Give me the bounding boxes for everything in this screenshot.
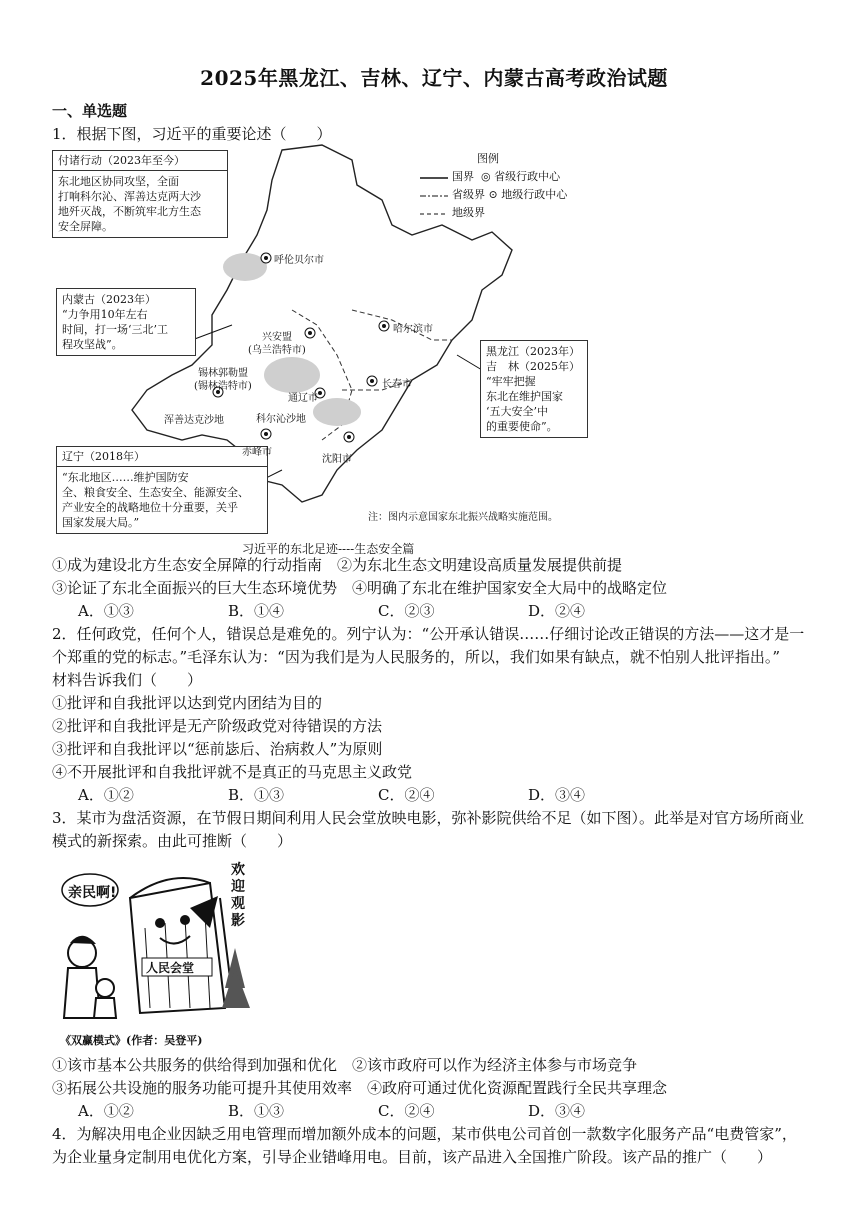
option-a[interactable]: A．①② [78, 1102, 134, 1120]
callout-liaoning [56, 446, 268, 534]
legend-item: 省级界 [452, 188, 485, 201]
callout-line: “牢牢把握 [486, 375, 536, 388]
option-d[interactable]: D．②④ [528, 602, 586, 620]
option-d[interactable]: D．③④ [528, 1102, 586, 1120]
callout-line: 安全屏障。 [58, 220, 113, 233]
city-label: (乌兰浩特市) [248, 345, 306, 356]
option-c[interactable]: C．②④ [378, 1102, 435, 1120]
q1-item: ③论证了东北全面振兴的巨大生态环境优势 ④明确了东北在维护国家安全大局中的战略定位 [52, 579, 668, 597]
cartoon-speech: 亲民啊! [68, 885, 117, 901]
q4-stem: 4．为解决用电企业因缺乏用电管理而增加额外成本的问题，某市供电公司首创一款数字化服务产品“电费管家”， [52, 1125, 797, 1143]
legend-item: 国界 [452, 170, 474, 183]
section-heading: 一、单选题 [52, 102, 128, 120]
option-c[interactable]: C．②③ [378, 602, 435, 620]
option-a[interactable]: A．①③ [78, 602, 134, 620]
callout-line: 程攻坚战”。 [62, 338, 123, 351]
city-label: 锡林郭勒盟 [198, 368, 248, 379]
callout-line: “力争用10年左右 [62, 308, 148, 321]
option-b[interactable]: B．①④ [228, 602, 285, 620]
q2-options [78, 785, 678, 805]
q2-stem: 2．任何政党，任何个人，错误总是难免的。列宁认为：“公开承认错误……仔细讨论改正错误的方法——这才是一 [52, 625, 805, 643]
city-label: 哈尔滨市 [393, 324, 433, 335]
city-label: 赤峰市 [242, 447, 272, 458]
q2-item: ④不开展批评和自我批评就不是真正的马克思主义政党 [52, 763, 413, 781]
callout-line: 国家发展大局。” [62, 516, 140, 529]
legend-item: 地级界 [452, 206, 485, 219]
callout-line: “东北地区……维护国防安 [62, 471, 189, 484]
page-title: 2025年黑龙江、吉林、辽宁、内蒙古高考政治试题 [200, 66, 668, 90]
sandy-land [264, 357, 320, 393]
callout-line: 的重要使命”。 [486, 420, 558, 433]
q1-options [78, 601, 678, 621]
q2-item: ③批评和自我批评以“惩前毖后、治病救人”为原则 [52, 740, 383, 758]
callout-header: 辽宁（2018年） [57, 447, 267, 467]
q2-item: ①批评和自我批评以达到党内团结为目的 [52, 694, 323, 712]
legend-item: 省级行政中心 [494, 170, 561, 183]
city-label: 兴安盟 [262, 332, 292, 343]
cartoon-caption: 《双赢模式》(作者：吴登平) [60, 1034, 203, 1047]
sandy-land [313, 398, 361, 426]
callout-line: 产业安全的战略地位十分重要，关乎 [62, 501, 238, 514]
city-label: 通辽市 [288, 393, 318, 404]
cartoon-building-label: 人民会堂 [146, 961, 195, 975]
q2-stem: 材料告诉我们（ ） [52, 671, 203, 689]
option-b[interactable]: B．①③ [228, 786, 285, 804]
option-c[interactable]: C．②④ [378, 786, 435, 804]
q1-item: ①成为建设北方生态安全屏障的行动指南 ②为东北生态文明建设高质量发展提供前提 [52, 556, 623, 574]
callout-line: 地歼灭战，不断筑牢北方生态 [58, 205, 201, 218]
sign-char: 欢 [231, 862, 245, 878]
map-caption: 习近平的东北足迹----生态安全篇 [242, 542, 415, 556]
q3-options [78, 1101, 678, 1121]
callout-line: 东北在维护国家 [486, 390, 563, 403]
city-label: 呼伦贝尔市 [274, 255, 324, 266]
callout-line: 时间，打一场‘三北’工 [62, 323, 168, 336]
sign-char: 观 [231, 896, 245, 912]
q1-stem: 1．根据下图，习近平的重要论述（ ） [52, 125, 332, 143]
sign-char: 影 [231, 913, 245, 929]
callout-line: ‘五大安全’中 [486, 405, 548, 418]
option-b[interactable]: B．①③ [228, 1102, 285, 1120]
q3-stem: 3．某市为盘活资源，在节假日期间利用人民会堂放映电影，弥补影院供给不足（如下图）。此举是对官方场所商业 [52, 809, 805, 827]
legend-title: 图例 [477, 152, 499, 165]
option-d[interactable]: D．③④ [528, 786, 586, 804]
callout-line: 黑龙江（2023年） [486, 345, 580, 358]
city-label: 浑善达克沙地 [164, 415, 224, 426]
q3-item: ①该市基本公共服务的供给得到加强和优化 ②该市政府可以作为经济主体参与市场竞争 [52, 1056, 638, 1074]
map-note: 注：图内示意国家东北振兴战略实施范围。 [368, 512, 558, 523]
sign-char: 迎 [231, 879, 245, 895]
callout-line: 东北地区协同攻坚，全面 [58, 175, 179, 188]
callout-inner-mongolia [56, 288, 196, 356]
map-legend: 图例 国界 ◎ 省级行政中心 省级界 ⊙ 地级行政中心 地级界 [392, 150, 567, 222]
northeast-map [52, 140, 592, 540]
callout-header: 付诸行动（2023年至今） [53, 151, 227, 171]
q2-stem: 个郑重的党的标志。”毛泽东认为：“因为我们是为人民服务的，所以，我们如果有缺点，就不怕别人批评指出。” [52, 648, 781, 666]
sandy-land [223, 253, 267, 281]
q3-stem: 模式的新探索。由此可推断（ ） [52, 832, 293, 850]
cartoon-sign [231, 862, 245, 930]
option-a[interactable]: A．①② [78, 786, 134, 804]
q4-stem: 为企业量身定制用电优化方案，引导企业错峰用电。目前，该产品进入全国推广阶段。该产品的推广（ ） [52, 1148, 773, 1166]
callout-heilongjiang-jilin [480, 340, 588, 438]
city-label: 长春市 [382, 379, 412, 390]
callout-header: 内蒙古（2023年） [62, 293, 156, 306]
q2-item: ②批评和自我批评是无产阶级政党对待错误的方法 [52, 717, 383, 735]
callout-line: 打响科尔沁、浑善达克两大沙 [58, 190, 201, 203]
legend-item: 地级行政中心 [501, 188, 568, 201]
callout-line: 吉 林（2025年） [486, 360, 580, 373]
city-label: 科尔沁沙地 [256, 414, 306, 425]
city-label: (锡林浩特市) [194, 381, 252, 392]
callout-line: 全、粮食安全、生态安全、能源安全、 [62, 486, 249, 499]
cartoon-illustration [60, 858, 252, 1020]
city-label: 沈阳市 [322, 454, 352, 465]
q3-item: ③拓展公共设施的服务功能可提升其使用效率 ④政府可通过优化资源配置践行全民共享理念 [52, 1079, 668, 1097]
callout-action [52, 150, 228, 238]
